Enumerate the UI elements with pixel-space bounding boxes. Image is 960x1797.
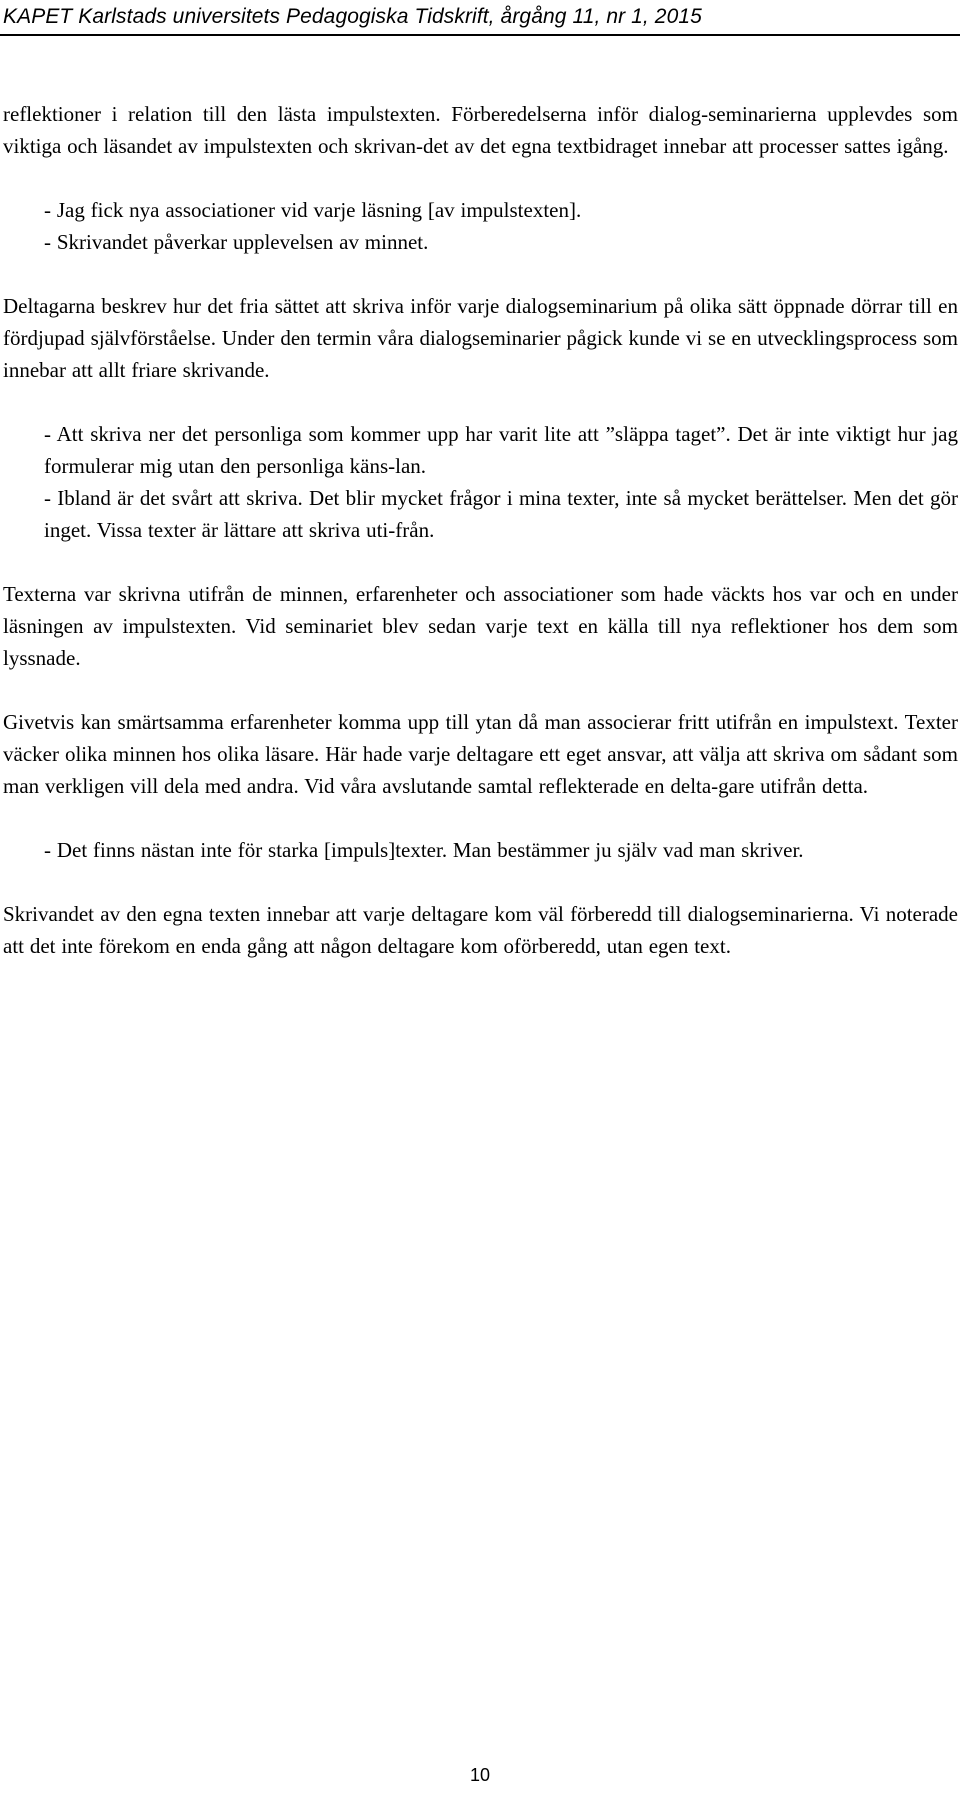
quote-1-line-2: - Skrivandet påverkar upplevelsen av minnet. bbox=[44, 230, 429, 254]
quote-2-line-1: - Att skriva ner det personliga som kommer upp har varit lite att ”släppa taget”. Det är inte viktigt hur jag formulerar mig utan den personliga käns-lan. bbox=[44, 422, 958, 478]
paragraph-3: Texterna var skrivna utifrån de minnen, erfarenheter och associationer som hade väckts hos var och en under läsningen av impulstexten. Vid seminariet blev sedan varje text en källa till nya reflektioner hos dem som lyssnade. bbox=[3, 582, 958, 670]
paragraph-1: reflektioner i relation till den lästa impulstexten. Förberedelserna inför dialog-seminarierna upplevdes som viktiga och läsandet av impulstexten och skrivan-det av det egna textbidraget innebar att processer sattes igång. bbox=[3, 102, 958, 158]
paragraph-2: Deltagarna beskrev hur det fria sättet att skriva inför varje dialogseminarium på olika sätt öppnade dörrar till en fördjupad självförståelse. Under den termin våra dialogseminarier pågick kunde vi se en utvecklingsprocess som innebar att allt friare skrivande. bbox=[3, 294, 958, 382]
paragraph-4: Givetvis kan smärtsamma erfarenheter komma upp till ytan då man associerar fritt utifrån en impulstext. Texter väcker olika minnen hos olika läsare. Här hade varje deltagare ett eget ansvar, att välja att skriva om sådant som man verkligen vill dela med andra. Vid våra avslutande samtal reflekterade en delta-gare utifrån detta. bbox=[3, 710, 958, 798]
quote-3: - Det finns nästan inte för starka [impuls]texter. Man bestämmer ju själv vad man skriver. bbox=[44, 838, 804, 862]
quote-1-line-1: - Jag fick nya associationer vid varje läsning [av impulstexten]. bbox=[44, 198, 582, 222]
running-header bbox=[0, 0, 960, 36]
paragraph-5: Skrivandet av den egna texten innebar att varje deltagare kom väl förberedd till dialogseminarierna. Vi noterade att det inte förekom en enda gång att någon deltagare kom oförberedd, utan egen text. bbox=[3, 902, 958, 958]
page-number: 10 bbox=[469, 1765, 491, 1785]
journal-title: KAPET Karlstads universitets Pedagogiska Tidskrift, årgång 11, nr 1, 2015 bbox=[3, 5, 702, 28]
header-divider bbox=[0, 34, 960, 36]
article-body bbox=[3, 98, 958, 962]
quote-2-line-2: - Ibland är det svårt att skriva. Det blir mycket frågor i mina texter, inte så mycket berättelser. Men det gör inget. Vissa texter är lättare att skriva uti-från. bbox=[44, 486, 958, 542]
